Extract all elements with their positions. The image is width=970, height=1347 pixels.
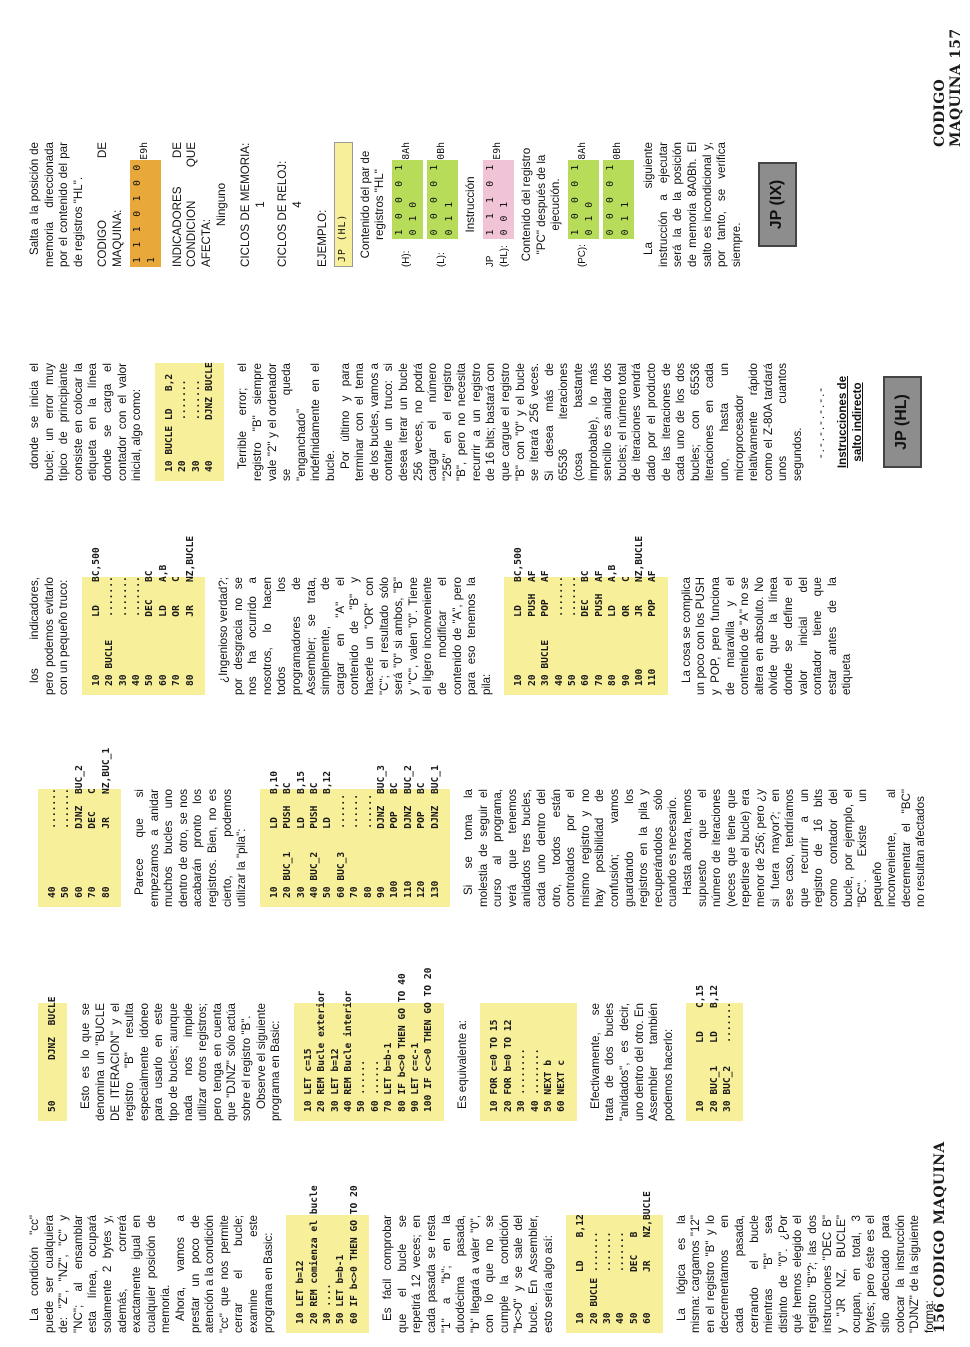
column-4	[28, 535, 855, 695]
flags-value: Ninguno	[214, 182, 228, 227]
paragraph: los indicadores, pero podemos evitarlo con un pequeño truco:	[28, 577, 71, 695]
instruction-badge: JP (HL)	[883, 376, 922, 468]
paragraph: Por último y para terminar con el tema de los bucles, vamos a contarle un truco: si desea iterar un bucle 256 veces, no podrá cargar el número "256" en el registro "B", pero no necesita recurrir a un registro de 16 bits; bastará con que cargue el registro "B" con "0" y el bucle se iterará 256 veces. Si desea más de 65536 iteraciones (cosa bastante improbable), lo más sencillo es anidar dos bucles; el número total de iteraciones vendrá dado por el producto de las iteraciones de cada uno de los dos bucles; con 65536 iteraciones en cada uno, hasta un microprocesador relativamente rápido como el Z-80A tardará unos cuantos segundos.	[338, 363, 804, 481]
separator: -.-.-.-.-.-.-	[813, 385, 827, 459]
paragraph: Salta a la posición de memoria direccionada por el contenido del par de registros "HL".	[28, 142, 85, 267]
opcode-label: CODIGO DE MAQUINA:	[96, 142, 124, 267]
page-header-left: 156 CODIGO MAQUINA	[932, 1141, 948, 1333]
basic-listing: 10 FOR c=0 TO 15 20 FOR b=0 TO 12 30 ........ 40 ........ 50 NEXT b 60 NEXT c	[480, 1003, 576, 1121]
column-2	[28, 967, 755, 1121]
page-header-right: CODIGO MAQUINA 157	[932, 28, 964, 147]
opcode-hex: E9h	[138, 142, 150, 160]
memory-cycles-value: 1	[253, 201, 267, 208]
pc-bits-low: 0 0 0 0 1 0 1 1	[603, 160, 634, 240]
assembler-listing: 10 LD B,12 20 BUCLE ....... 30 ....... 40 ....... 50 DEC B 60 JR NZ,BUCLE	[566, 1215, 662, 1333]
paragraph: ¿Ingenioso verdad?; por desgracia no se nos ha ocurrido a nosotros, lo hacen todos los programadores de Assembler; se trata, simplemente, de cargar en "A" el contenido de "B" y hacerle un "OR" con "C"; el resultado sólo será "0" si ambos, "B" y "C", valen "0". Tiene el ligero inconveniente de modificar el contenido de "A", pero para eso tenemos la pila:	[217, 577, 493, 695]
flags-label: INDICADORES DE CONDICION QUE AFECTA:	[170, 142, 213, 267]
clock-cycles-label: CICLOS DE RELOJ:	[276, 160, 290, 267]
l-label: (L):	[436, 252, 448, 267]
pc-row-1	[568, 142, 599, 267]
assembler-listing: 10 LD BC,500 20 PUSH AF 30 BUCLE POP AF 40 ....... 50 ....... 60 DEC BC 70 PUSH AF 80 LD A,B 90 OR C 100 JR NZ,BUCLE 110 POP AF	[504, 577, 667, 695]
instruction-bits: 1 1 1 0 1 0 0 1	[483, 160, 514, 240]
opcode-bits: 1 1 1 0 1 0 0 1	[130, 160, 161, 267]
pair-label: Contenido del par de registros "HL"	[358, 150, 387, 259]
column-1	[28, 1185, 937, 1333]
l-bits: 0 0 0 0 1 0 1 1	[427, 160, 458, 240]
column-6	[28, 142, 797, 267]
column-5	[28, 363, 922, 481]
pc-row-2	[603, 142, 634, 267]
paragraph: Es equivalente a:	[455, 1020, 469, 1109]
assembler-listing: 10 LD BC,500 20 BUCLE ....... 30 ....... 40 ....... 50 DEC BC 60 LD A,B 70 OR C 80 JR NZ,BUCLE	[82, 577, 205, 695]
paragraph: Ahora, vamos a prestar un poco de atención a la condición "cc" que nos permite cerrar el bucle; examine este programa en Basic:	[173, 1215, 275, 1333]
section-subtitle: Instrucciones de salto indirecto	[836, 375, 864, 469]
l-hex: 0Bh	[436, 142, 448, 160]
memory-cycles-label: CICLOS DE MEMORIA:	[239, 142, 253, 267]
column-3	[28, 747, 929, 907]
instruction-prefix: JP (HL):	[484, 245, 511, 267]
paragraph: Terrible error; el registro "B" siempre vale "2" y el ordenador se queda "enganchado" indefinidamente en el bucle.	[236, 363, 337, 481]
paragraph: La lógica es la misma: cargamos "12" en el registro "B" y lo decrementamos en cada pasada, cerrando el bucle mientras "B" sea distinto de "0". ¿Por qué hemos elegido el registro "B"?; las dos instrucciones "DEC B" y "JR NZ, BUCLE" ocupan, en total, 3 bytes; pero éste es el sitio adecuado para colocar la instrucción "DJNZ" de la siguiente forma:	[674, 1215, 936, 1333]
pc-prefix: (PC):	[577, 244, 589, 267]
pc-bits-high: 1 0 0 0 1 0 1 0	[568, 160, 599, 240]
h-register-row	[392, 142, 423, 267]
paragraph: Es fácil comprobar que el bucle se repetirá 12 veces; en cada pasada se resta "1" a "b"; en la duodécima pasada, "b" llegará a valer "0", con lo que no se cumple la condición "b<>0" y se sale del bucle. En Assembler, esto sería algo así:	[381, 1215, 555, 1333]
paragraph: Si se toma la molestia de seguir el curso al programa, verá que tenemos anidados tres bucles, cada uno dentro del otro, todos están controlados por el mismo registro y no hay posibilidad de confusión; vamos guardando los registros en la pila y recuperándolos sólo cuando es necesario.	[462, 789, 680, 907]
assembler-listing: 10 LD C,15 20 BUC_1 LD B,12 30 BUC_2 .......	[686, 1003, 742, 1121]
assembler-listing: 10 BUCLE LD B,2 20 ....... 30 ....... 40 DJNZ BUCLE	[155, 363, 225, 481]
paragraph: donde se inicia el bucle; un error muy típico de principiante consiste en colocar la etiqueta en la línea donde se carga el contador con el valor inicial, algo como:	[28, 363, 144, 481]
assembler-listing: 40 ....... 50 ....... 60 DJNZ BUC_2 70 DEC C 80 JR NZ,BUC_1	[38, 789, 121, 907]
paragraph: La cosa se complica un poco con los PUSH y POP, pero funciona de maravilla y el contenido de "A" no se altera en absoluto. No olvide que la línea donde se define el valor inicial del contador tiene que estar antes de la etiqueta	[679, 577, 854, 695]
h-bits: 1 0 0 0 1 0 1 0	[392, 160, 423, 240]
instruction-hex: E9h	[492, 142, 504, 160]
paragraph: Parece que si empezamos a anidar muchos bucles uno dentro de otro, se nos acabarán pronto los registros. Bien, no es cierto, podemos utilizar la "pila":	[133, 789, 249, 907]
instruction-label: Instrucción	[464, 176, 478, 233]
assembler-listing: 50 DJNZ BUCLE	[38, 1003, 67, 1121]
paragraph: Efectivamente, se trata de dos bucles "anidados", es decir, uno dentro del otro. En Assembler también podemos hacerlo:	[588, 1003, 675, 1121]
paragraph: Observe el siguiente programa en Basic:	[254, 1003, 283, 1121]
paragraph: La siguiente instrucción a ejecutar será la de la posición de memoria 8A0Bh. El salto es incondicional y, por tanto, se verifica siempre.	[642, 142, 743, 267]
paragraph: La condición "cc" puede ser cualquiera de: "Z", "NZ", "C" y "NC"; al ensamblar esta línea, ocupará solamente 2 bytes y, además, correrá exactamente igual en cualquier posición de memoria.	[28, 1215, 173, 1333]
h-hex: 8Ah	[401, 142, 413, 160]
pc-hex-low: 0Bh	[612, 142, 624, 160]
h-label: (H):	[401, 250, 413, 267]
opcode-row	[130, 142, 161, 267]
l-register-row	[427, 142, 458, 267]
paragraph: Hasta ahora, hemos supuesto que el número de iteraciones (veces que tiene que repetirse el bucle) era menor de 256; pero ¿y si fuera mayor?; en ese caso, tendríamos que recurrir a un registro de 16 bits como contador del bucle, por ejemplo, el "BC". Existe un pequeño inconveniente, al decrementar el "BC" no resultan afectados	[680, 789, 928, 907]
assembler-listing: 10 LD B,10 20 BUC_1 PUSH BC 30 LD B,15 40 BUC_2 PUSH BC 50 LD B,12 60 BUC_3 ...... 70 ...... 80 ...... 90 DJNZ BUC_3 100 POP BC 110 DJNZ BUC_2 120 POP BC 130 DJNZ BUC_1	[260, 789, 450, 907]
pc-hex-high: 8Ah	[577, 142, 589, 160]
example-label: EJEMPLO:	[315, 209, 329, 267]
instruction-row	[483, 142, 514, 267]
paragraph: Esto es lo que se denomina un "BUCLE DE ITERACION" y el registro "B" resulta especialmente idóneo para usarlo en este tipo de bucles; aunque nada nos impide utilizar otros registros; pero tenga en cuenta que "DJNZ" sólo actúa sobre el registro "B".	[79, 1003, 253, 1121]
clock-cycles-value: 4	[290, 201, 304, 208]
example-code: JP (HL)	[334, 142, 353, 267]
basic-listing: 10 LET b=12 20 REM comienza el bucle 30 .... 50 LET b=b-1 60 IF b<>0 THEN GO TO 20	[286, 1215, 369, 1333]
pc-label: Contenido del registro "PC" después de la ejecución.	[520, 147, 563, 262]
basic-listing: 10 LET c=15 20 REM Bucle exterior 30 LET b=12 40 REM Bucle interior 50 ...... 60 ...... 70 LET b=b-1 80 IF b<>0 THEN GO TO 40 90 LET c=c-1 100 IF c<>0 THEN GO TO 20	[294, 1003, 444, 1121]
instruction-badge: JP (IX)	[758, 162, 797, 248]
